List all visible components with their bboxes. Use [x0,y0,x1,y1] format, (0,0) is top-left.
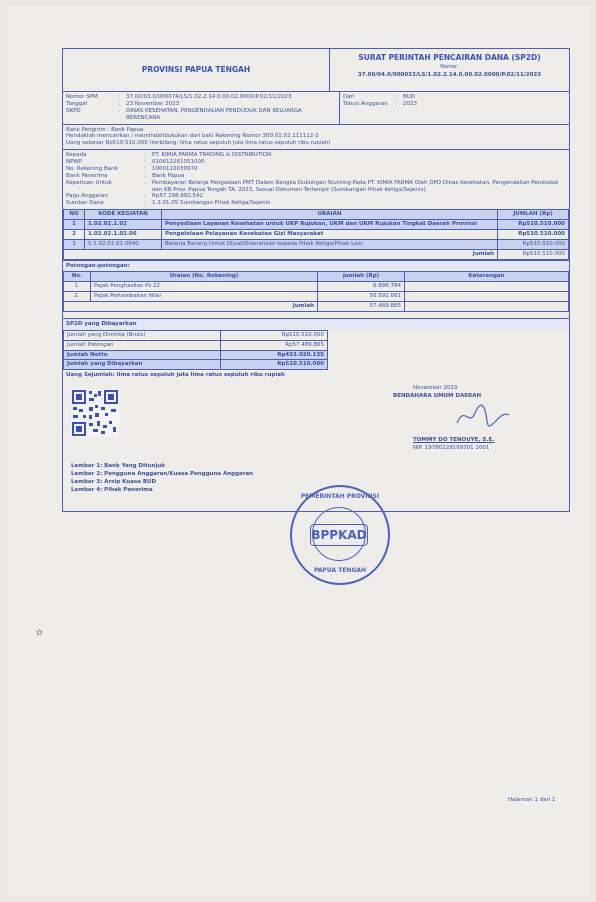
rekening-instruction: Hendaklah mencairkan / memindahbukukan dari baki Rekening Nomor 300.01.02.111112-2 [66,133,319,140]
netto-label: Jumlah Netto [64,350,221,360]
seal-bottom-text: PAPUA TENGAH [313,567,367,574]
kegiatan-table [63,209,569,259]
table-total-row [64,249,569,259]
signatory-name: TOMMY DO TENOUYE, S.E. [413,437,495,444]
lembar-item: Lembar 4: Pihak Penerima [71,487,153,494]
col-jumlah: Jumlah (Rp) [318,272,405,282]
dari-value: BUD [403,94,416,100]
row-jumlah: 6.898.784 [318,282,405,292]
row-jumlah: Rp510.510.000 [498,239,569,249]
payee-info: Kepada : PT. KIMIA FARMA TRADING & DISTRIBUTION NPWP : 010612281051000 No. Rekening Bank : 1000110039970 Bank Penerima : Bank Papua Keperluan Untuk : Pembayaran Belanja Pengadaan PMT Dalam Rangka Dukungan Stunting Pada PT. KIMIA FARMA Oleh OPD Dinas Kesehatan, Pengendalian Penduduk dan KB Prov. Papua Tengah TA. 2023, Sesuai Dokumen Terlampir (Sumbangan Pihak Ketiga/Sejenis). Pagu Anggaran : Rp57.298.992.542 Sumber Dana : 1.3.01.05 Sumbangan Pihak Ketiga/Sejenis [63,149,569,209]
row-uraian: Pajak Penghasilan Ps 22 [91,282,318,292]
netto-value: Rp453.020.135 [221,350,328,360]
bank-penerima-label: Bank Penerima [66,172,108,179]
potongan-table [63,271,569,312]
total-label: Jumlah [64,249,498,259]
signature-scribble-icon [453,401,513,431]
leaf-icon: ✿ [36,628,43,637]
row-kode: 1.02.02.1.02 [85,220,162,230]
row-kode: 1.02.02.1.02.06 [85,229,162,239]
tahun-label: Tahun Anggaran [343,100,388,107]
norek-value: 1000110039970 [152,165,198,172]
bank-pengirim: Bank Pengirim : Bank Papua [66,126,144,133]
dari-label: Dari [343,94,355,100]
table-row [64,220,569,230]
lembar-item: Lembar 3: Arsip Kuasa BUD [71,479,157,486]
col-keterangan: Keterangan [405,272,569,282]
keperluan-label: Keperluan Untuk [66,179,112,186]
seal-center-text: BPPKAD [310,524,368,546]
seal-top-text: PEMERINTAH PROVINSI [300,493,380,500]
bank-penerima-value: Bank Papua [152,172,185,179]
potongan-label: Jumlah Potongan [64,340,221,350]
lembar-list [71,463,253,495]
total-value: Rp510.510.000 [498,249,569,259]
document-title: SURAT PERINTAH PENCAIRAN DANA (SP2D) [358,53,541,62]
skpd-value: DINAS KESEHATAN, PENGENDALIAN PENDUDUK DAN KELUARGA BERENCANA [126,107,302,121]
table-row [64,340,328,350]
row-no: 2. [64,292,91,302]
nomor-label: Nomor: [440,64,459,71]
skpd-label: SKPD [66,107,81,114]
row-uraian: Pengelolaan Pelayanan Kesehatan Gizi Masyarakat [162,229,498,239]
col-no: NO [64,210,85,220]
col-uraian: URAIAN [162,210,498,220]
table-total-row [64,302,569,312]
row-uraian: Penyediaan Layanan Kesehatan untuk UKP Rujukan, UKM dan UKM Rujukan Tingkat Daerah Provinsi [162,220,498,230]
lembar-item: Lembar 2: Pengguna Anggaran/Kuasa Pengguna Anggaran [71,471,254,478]
table-row [64,330,328,340]
signatory-nip: NIP. 19780129199701 1001 [413,445,490,452]
col-no: No. [64,272,91,282]
potongan-value: Rp57.489.865 [221,340,328,350]
document-header [63,49,569,91]
pagu-value: Rp57.298.992.542 [152,193,204,200]
table-row [64,292,569,302]
sp2d-number: 37.00/04.0/000033/LS/1.02.2.14.0.00.02.0000/P.02/11/2023 [357,71,542,78]
nomor-spm-label: Nomor SPM [66,94,98,100]
pagu-label: Pagu Anggaran [66,193,108,200]
table-row [64,282,569,292]
province-title: PROVINSI PAPUA TENGAH [63,49,330,91]
nomor-spm-value: 37.00/03.0/000074/LS/1.02.2.14.0.00.02.0000/P.02/11/2023 [126,94,292,100]
tahun-value: 2023 [403,100,417,107]
qr-code-icon [71,389,119,437]
official-seal [290,485,390,585]
npwp-label: NPWP [66,159,83,165]
row-no: 1 [64,220,85,230]
uang-sejumlah: Uang Sejumlah: lima ratus sepuluh juta lima ratus sepuluh ribu rupiah [66,372,285,379]
table-row [64,239,569,249]
row-kode: 5.1.02.01.01.0040 [85,239,162,249]
dibayarkan-table [63,330,328,371]
spm-info: Nomor SPM : 37.00/03.0/000074/LS/1.02.2.14.0.00.02.0000/P.02/11/2023 Tanggal : 23 November 2023 SKPD : DINAS KESEHATAN, PENGENDALIAN PENDUDUK DAN KELUARGA BERENCANA Dari : BUD Tahun Anggaran : 2023 [63,91,569,124]
bank-instruction [63,124,569,150]
row-no: 1. [64,282,91,292]
total-value: 57.489.865 [318,302,405,312]
npwp-value: 010612281051000 [152,159,205,165]
norek-label: No. Rekening Bank [66,165,118,172]
row-jumlah: 50.591.081 [318,292,405,302]
table-row [64,229,569,239]
dibayarkan-label: Jumlah yang Dibayarkan [64,360,221,370]
table-row [64,350,328,360]
lembar-item: Lembar 1: Bank Yang Ditunjuk [71,463,165,470]
kepada-label: Kepada [66,152,87,159]
table-row [64,360,328,370]
potongan-title: Potongan-potongan: [63,260,569,272]
sumber-label: Sumber Dana [66,200,104,207]
col-uraian: Uraian (No. Rekening) [91,272,318,282]
signature-role: BENDAHARA UMUM DAERAH [393,393,482,400]
kepada-value: PT. KIMIA FARMA TRADING & DISTRIBUTION [152,152,272,159]
total-label: Jumlah [64,302,318,312]
dibayarkan-title: SP2D yang Dibayarkan [63,318,569,330]
signature-date: November 2023 [413,385,458,392]
keperluan-value: Pembayaran Belanja Pengadaan PMT Dalam Rangka Dukungan Stunting Pada PT. KIMIA FARMA Oleh OPD Dinas Kesehatan, Pengendalian Penduduk dan KB Prov. Papua Tengah TA. 2023, Sesuai Dokumen Terlampir (Sumbangan Pihak Ketiga/Sejenis). [152,179,559,193]
dibayarkan-value: Rp510.510.000 [221,360,328,370]
page-number: Halaman 1 dari 1 [508,797,556,803]
sumber-value: 1.3.01.05 Sumbangan Pihak Ketiga/Sejenis [152,200,271,207]
bruto-label: Jumlah yang Diminta (Bruto) [64,330,221,340]
row-uraian: Belanja Barang Untuk Dijual/Diserahkan kepada Pihak Ketiga/Pihak Lain [162,239,498,249]
col-kode: KODE KEGIATAN [85,210,162,220]
row-uraian: Pajak Pertambahan Nilai [91,292,318,302]
row-no: 3 [64,239,85,249]
row-jumlah: Rp510.510.000 [498,229,569,239]
bruto-value: Rp510.510.000 [221,330,328,340]
sp2d-document [62,48,570,512]
row-no: 2 [64,229,85,239]
row-jumlah: Rp510.510.000 [498,220,569,230]
tanggal-label: Tanggal [66,100,88,107]
tanggal-value: 23 November 2023 [126,100,180,107]
amount-terbilang: Uang sebesar Rp510.510.000 (terbilang: lima ratus sepuluh juta lima ratus sepuluh ribu rupiah) [66,140,331,147]
col-jumlah: JUMLAH (Rp) [498,210,569,220]
